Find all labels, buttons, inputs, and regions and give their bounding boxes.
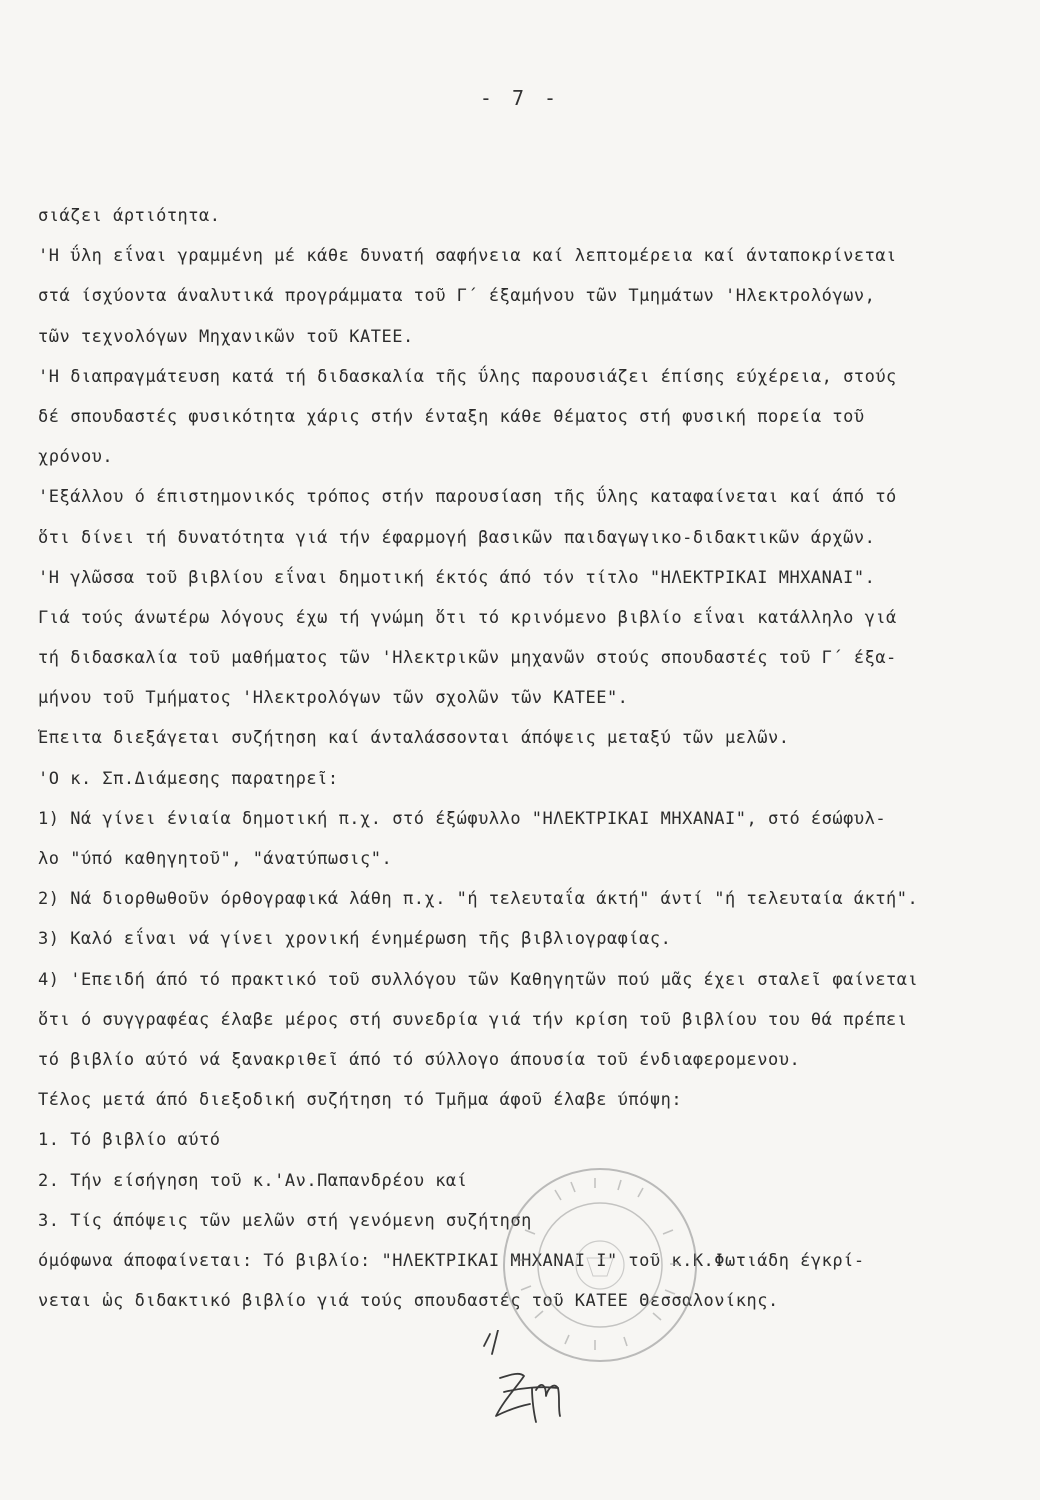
text-line: 'Εξάλλου ό έπιστημονικός τρόπος στήν παρουσίαση τῆς ΰλης καταφαίνεται καί άπό τό	[38, 487, 897, 508]
text-line: τό βιβλίο αύτό νά ξανακριθεῖ άπό τό σύλλογο άπουσία τοῦ ένδιαφερομενου.	[38, 1049, 801, 1070]
text-line: λο "ύπό καθηγητοῦ", "άνατύπωσις".	[38, 849, 393, 869]
text-line: ὅτι ό συγγραφέας έλαβε μέρος στή συνεδρία γιά τήν κρίση τοῦ βιβλίου του θά πρέπει	[38, 1009, 908, 1030]
text-line: 'Η ΰλη εΐναι γραμμένη μέ κάθε δυνατή σαφήνεια καί λεπτομέρεια καί άνταποκρίνεται	[38, 246, 897, 267]
text-line: 2. Τήν είσήγηση τοῦ κ.'Αν.Παπανδρέου καί	[38, 1170, 468, 1191]
text-line: 'Η διαπραγμάτευση κατά τή διδασκαλία τῆς ΰλης παρουσιάζει έπίσης εύχέρεια, στούς	[38, 366, 897, 387]
text-line: ὅτι δίνει τή δυνατότητα γιά τήν έφαρμογή βασικῶν παιδαγωγικο-διδακτικῶν άρχῶν.	[38, 527, 876, 548]
text-line: όμόφωνα άποφαίνεται: Τό βιβλίο: "ΗΛΕΚΤΡΙΚΑΙ ΜΗΧΑΝΑΙ Ι" τοῦ κ.Κ.Φωτιάδη έγκρί-	[38, 1250, 865, 1271]
text-line: Γιά τούς άνωτέρω λόγους έχω τή γνώμη ὅτι τό κρινόμενο βιβλίο εΐναι κατάλληλο γιά	[38, 607, 897, 628]
text-line: 'Ο κ. Σπ.Διάμεσης παρατηρεῖ:	[38, 768, 339, 789]
text-line: σιάζει άρτιότητα.	[38, 206, 221, 226]
text-line: 3) Καλό εΐναι νά γίνει χρονική ένημέρωση τῆς βιβλιογραφίας.	[38, 929, 672, 950]
text-line: Έπειτα διεξάγεται συζήτηση καί άνταλάσσονται άπόψεις μεταξύ τῶν μελῶν.	[38, 728, 790, 749]
page-number: - 7 -	[479, 86, 561, 110]
text-line: 1. Τό βιβλίο αύτό	[38, 1130, 221, 1151]
text-line: μήνου τοῦ Τμήματος 'Ηλεκτρολόγων τῶν σχολῶν τῶν ΚΑΤΕΕ".	[38, 688, 629, 709]
text-line: 1) Νά γίνει ένιαία δημοτική π.χ. στό έξώφυλλο "ΗΛΕΚΤΡΙΚΑΙ ΜΗΧΑΝΑΙ", στό έσώφυλ-	[38, 808, 887, 829]
text-line: 4) 'Επειδή άπό τό πρακτικό τοῦ συλλόγου τῶν Καθηγητῶν πού μᾶς έχει σταλεῖ φαίνεται	[38, 969, 919, 990]
text-line: 'Η γλῶσσα τοῦ βιβλίου εΐναι δημοτική έκτός άπό τόν τίτλο "ΗΛΕΚΤΡΙΚΑΙ ΜΗΧΑΝΑΙ".	[38, 567, 876, 588]
text-line: τή διδασκαλία τοῦ μαθήματος τῶν 'Ηλεκτρικῶν μηχανῶν στούς σπουδαστές τοῦ Γ΄ έξα-	[38, 648, 897, 669]
text-line: 3. Τίς άπόψεις τῶν μελῶν στή γενόμενη συζήτηση	[38, 1210, 532, 1231]
text-line: νεται ὡς διδακτικό βιβλίο γιά τούς σπουδαστές τοῦ ΚΑΤΕΕ Θεσσαλονίκης.	[38, 1291, 779, 1312]
text-line: δέ σπουδαστές φυσικότητα χάρις στήν ένταξη κάθε θέματος στή φυσική πορεία τοῦ	[38, 406, 865, 427]
text-line: χρόνου.	[38, 447, 114, 468]
text-line: στά ίσχύοντα άναλυτικά προγράμματα τοῦ Γ΄ έξαμήνου τῶν Τμημάτων 'Ηλεκτρολόγων,	[38, 286, 876, 307]
text-line: τῶν τεχνολόγων Μηχανικῶν τοῦ ΚΑΤΕΕ.	[38, 326, 414, 347]
body-text	[38, 196, 1013, 1321]
text-line: Τέλος μετά άπό διεξοδική συζήτηση τό Τμῆμα άφοῦ έλαβε ύπόψη:	[38, 1090, 683, 1111]
signature-icon	[480, 1330, 590, 1430]
text-line: 2) Νά διορθωθοῦν όρθογραφικά λάθη π.χ. "ή τελευταΐα άκτή" άντί "ή τελευταία άκτή".	[38, 889, 919, 910]
